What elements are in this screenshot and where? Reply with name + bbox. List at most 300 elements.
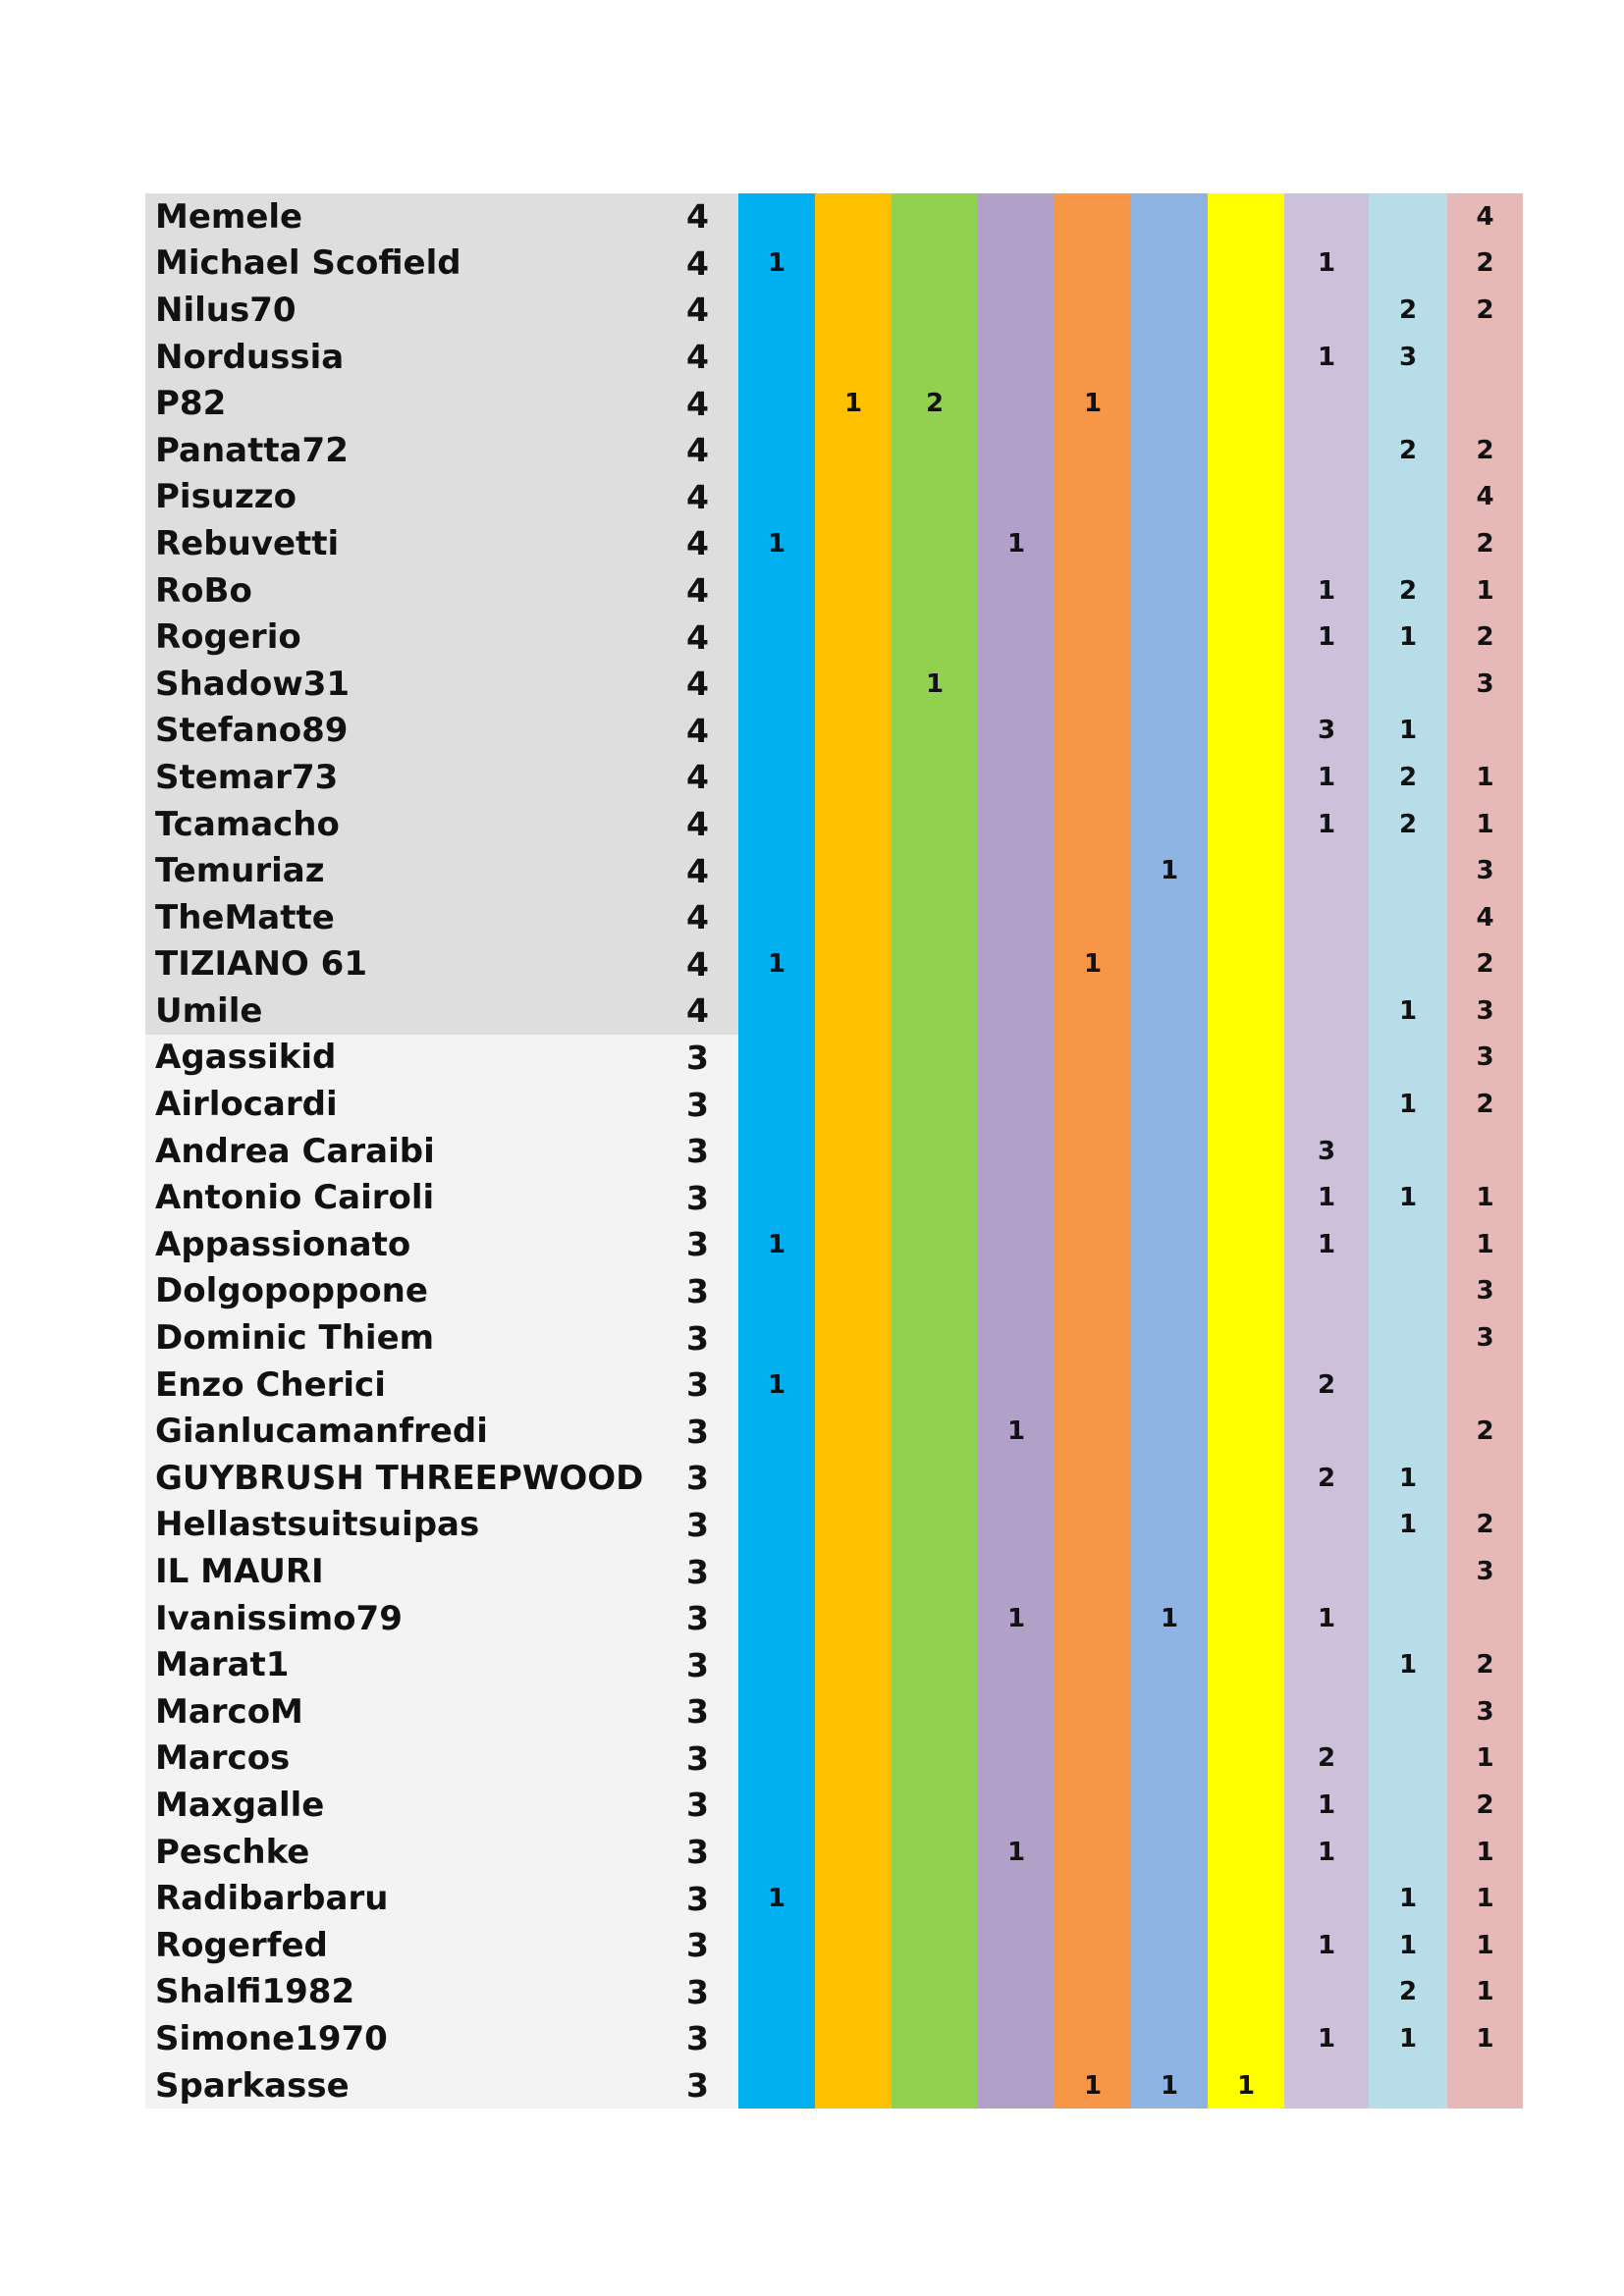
score-cell (1208, 988, 1284, 1035)
player-total: 4 (646, 988, 738, 1035)
score-cell (1208, 661, 1284, 708)
player-total: 3 (646, 1128, 738, 1175)
player-name: Sparkasse (145, 2062, 646, 2109)
score-cell (1055, 708, 1131, 755)
score-cell (1055, 754, 1131, 801)
player-total: 3 (646, 1782, 738, 1829)
score-cell (1131, 567, 1208, 614)
player-name: Simone1970 (145, 2015, 646, 2062)
score-cell (1208, 240, 1284, 288)
score-cell (1131, 193, 1208, 240)
score-cell (1131, 1688, 1208, 1735)
score-cell (1055, 1268, 1131, 1315)
player-total: 3 (646, 1875, 738, 1922)
score-cell (1131, 380, 1208, 427)
score-cell: 2 (1447, 427, 1523, 474)
score-cell: 1 (1131, 1595, 1208, 1642)
score-cell (738, 1268, 815, 1315)
score-cell (1369, 520, 1447, 567)
table-row (145, 474, 1539, 521)
score-cell (892, 240, 978, 288)
score-cell (1369, 2062, 1447, 2109)
score-cell (1131, 240, 1208, 288)
score-cell (1055, 847, 1131, 894)
score-cell (738, 427, 815, 474)
player-name: Andrea Caraibi (145, 1128, 646, 1175)
score-cell (738, 1035, 815, 1082)
score-cell (1055, 1314, 1131, 1362)
score-cell (1208, 193, 1284, 240)
score-cell: 1 (1131, 2062, 1208, 2109)
score-cell (738, 708, 815, 755)
score-cell: 3 (1447, 847, 1523, 894)
score-cell (892, 287, 978, 334)
player-total: 3 (646, 1221, 738, 1268)
score-cell (1284, 941, 1369, 988)
player-name: Peschke (145, 1829, 646, 1876)
score-cell (892, 1595, 978, 1642)
score-cell: 1 (1369, 1455, 1447, 1502)
score-cell (1055, 1362, 1131, 1409)
score-cell (738, 1688, 815, 1735)
score-cell (1131, 801, 1208, 848)
score-cell (1208, 1969, 1284, 2016)
score-cell (1055, 334, 1131, 381)
score-cell (1208, 1829, 1284, 1876)
score-cell (892, 427, 978, 474)
score-cell (1131, 1922, 1208, 1969)
player-name: Memele (145, 193, 646, 240)
score-cell (978, 334, 1055, 381)
score-cell (892, 1362, 978, 1409)
score-cell: 1 (1284, 240, 1369, 288)
score-cell (1055, 614, 1131, 661)
score-cell (738, 1174, 815, 1221)
score-cell (1208, 1128, 1284, 1175)
score-cell (1208, 801, 1284, 848)
score-cell (1131, 287, 1208, 334)
score-cell (1369, 193, 1447, 240)
score-cell (1284, 1408, 1369, 1455)
score-cell (1284, 1688, 1369, 1735)
score-cell (978, 894, 1055, 941)
score-cell (1055, 520, 1131, 567)
score-cell (738, 988, 815, 1035)
player-total: 3 (646, 1829, 738, 1876)
score-cell (1369, 1735, 1447, 1783)
score-cell (978, 1782, 1055, 1829)
score-cell: 1 (1208, 2062, 1284, 2109)
score-cell (1208, 894, 1284, 941)
score-cell: 1 (1369, 708, 1447, 755)
player-name: Stemar73 (145, 754, 646, 801)
score-cell: 1 (1131, 847, 1208, 894)
table-row (145, 567, 1539, 614)
score-cell (978, 287, 1055, 334)
score-cell (1369, 1035, 1447, 1082)
player-name: Umile (145, 988, 646, 1035)
score-cell (892, 988, 978, 1035)
score-cell (1284, 2062, 1369, 2109)
score-cell (1131, 2015, 1208, 2062)
score-cell (892, 1221, 978, 1268)
score-cell (738, 334, 815, 381)
score-cell (1208, 1362, 1284, 1409)
score-cell: 1 (1055, 380, 1131, 427)
player-total: 3 (646, 1922, 738, 1969)
score-cell (978, 1688, 1055, 1735)
score-cell (1284, 1035, 1369, 1082)
score-cell: 4 (1447, 193, 1523, 240)
score-cell (892, 474, 978, 521)
score-cell (978, 240, 1055, 288)
score-cell: 1 (1447, 1221, 1523, 1268)
score-cell (815, 1174, 892, 1221)
player-name: Appassionato (145, 1221, 646, 1268)
score-cell (1055, 1641, 1131, 1688)
score-cell (892, 193, 978, 240)
player-total: 3 (646, 2062, 738, 2109)
score-cell: 2 (1369, 427, 1447, 474)
score-cell (1131, 474, 1208, 521)
score-cell (815, 1735, 892, 1783)
score-cell (1131, 1221, 1208, 1268)
player-name: Shalfi1982 (145, 1969, 646, 2016)
table-row (145, 1221, 1539, 1268)
score-cell (738, 1922, 815, 1969)
score-cell (1208, 474, 1284, 521)
player-total: 4 (646, 708, 738, 755)
player-total: 4 (646, 520, 738, 567)
score-cell (815, 427, 892, 474)
score-cell (892, 1174, 978, 1221)
score-cell: 1 (1284, 1174, 1369, 1221)
score-cell (1284, 1548, 1369, 1595)
score-cell: 1 (1447, 801, 1523, 848)
score-cell: 3 (1284, 708, 1369, 755)
score-cell: 1 (738, 941, 815, 988)
score-cell (815, 1688, 892, 1735)
score-cell (1208, 427, 1284, 474)
score-cell: 3 (1369, 334, 1447, 381)
score-cell (738, 193, 815, 240)
player-total: 3 (646, 1969, 738, 2016)
score-cell (1131, 614, 1208, 661)
score-cell (815, 1362, 892, 1409)
player-total: 3 (646, 1362, 738, 1409)
score-cell (815, 287, 892, 334)
player-total: 4 (646, 334, 738, 381)
player-total: 3 (646, 1641, 738, 1688)
score-cell (1284, 474, 1369, 521)
score-cell (1055, 1035, 1131, 1082)
score-cell (892, 801, 978, 848)
score-cell (1208, 1174, 1284, 1221)
score-cell (892, 1548, 978, 1595)
score-cell (892, 1455, 978, 1502)
score-cell: 1 (978, 1595, 1055, 1642)
player-total: 3 (646, 1595, 738, 1642)
player-name: Marcos (145, 1735, 646, 1783)
score-cell (1284, 1081, 1369, 1128)
score-cell (1131, 1782, 1208, 1829)
score-cell (1131, 1408, 1208, 1455)
score-cell (815, 708, 892, 755)
table-row (145, 1969, 1539, 2016)
score-cell: 1 (1284, 1829, 1369, 1876)
score-cell (978, 1548, 1055, 1595)
score-cell (815, 1829, 892, 1876)
score-cell: 1 (1447, 1174, 1523, 1221)
score-cell (815, 1081, 892, 1128)
score-cell (1055, 287, 1131, 334)
score-cell (738, 1548, 815, 1595)
score-cell: 1 (1284, 1595, 1369, 1642)
score-cell (738, 1455, 815, 1502)
score-cell: 1 (1447, 1829, 1523, 1876)
score-cell: 3 (1447, 1035, 1523, 1082)
score-cell (1369, 380, 1447, 427)
score-cell (738, 1408, 815, 1455)
score-cell (978, 614, 1055, 661)
player-total: 3 (646, 1502, 738, 1549)
player-name: RoBo (145, 567, 646, 614)
score-cell (1055, 1688, 1131, 1735)
score-cell: 1 (1447, 1969, 1523, 2016)
score-cell (978, 1455, 1055, 1502)
score-cell: 2 (1284, 1362, 1369, 1409)
table-row (145, 754, 1539, 801)
score-cell (978, 1362, 1055, 1409)
score-cell: 1 (1447, 1735, 1523, 1783)
score-cell (978, 427, 1055, 474)
score-cell: 1 (815, 380, 892, 427)
player-total: 3 (646, 1408, 738, 1455)
score-cell (1369, 1595, 1447, 1642)
player-name: Dolgopoppone (145, 1268, 646, 1315)
player-total: 3 (646, 1688, 738, 1735)
table-row (145, 1875, 1539, 1922)
score-cell (1369, 894, 1447, 941)
score-cell (738, 474, 815, 521)
score-cell: 1 (1284, 2015, 1369, 2062)
score-cell (978, 1875, 1055, 1922)
score-cell (978, 567, 1055, 614)
player-name: P82 (145, 380, 646, 427)
score-cell (738, 1782, 815, 1829)
score-cell: 1 (1447, 567, 1523, 614)
score-cell (1208, 334, 1284, 381)
player-name: Hellastsuitsuipas (145, 1502, 646, 1549)
score-cell (1055, 661, 1131, 708)
table-row (145, 1735, 1539, 1783)
table-row (145, 894, 1539, 941)
player-total: 4 (646, 474, 738, 521)
score-cell (1131, 708, 1208, 755)
score-cell (815, 1969, 892, 2016)
player-name: Dominic Thiem (145, 1314, 646, 1362)
score-cell: 2 (1369, 287, 1447, 334)
score-cell (1208, 520, 1284, 567)
score-cell (1369, 474, 1447, 521)
score-cell: 2 (1369, 754, 1447, 801)
score-cell (1208, 1688, 1284, 1735)
player-name: Rogerfed (145, 1922, 646, 1969)
score-cell (978, 708, 1055, 755)
score-cell (892, 1502, 978, 1549)
player-total: 3 (646, 1548, 738, 1595)
score-cell (1055, 1455, 1131, 1502)
score-cell: 1 (1055, 2062, 1131, 2109)
score-cell (978, 1502, 1055, 1549)
score-cell (1055, 1782, 1131, 1829)
table-row (145, 1829, 1539, 1876)
score-cell (815, 894, 892, 941)
score-cell (738, 754, 815, 801)
player-name: Michael Scofield (145, 240, 646, 288)
score-cell: 1 (1284, 334, 1369, 381)
score-cell (978, 1922, 1055, 1969)
score-cell (815, 1595, 892, 1642)
score-cell: 1 (1369, 2015, 1447, 2062)
score-cell (738, 1829, 815, 1876)
score-cell (1208, 1081, 1284, 1128)
player-name: Radibarbaru (145, 1875, 646, 1922)
score-cell: 1 (1369, 988, 1447, 1035)
score-cell: 4 (1447, 894, 1523, 941)
score-cell: 2 (892, 380, 978, 427)
table-row (145, 847, 1539, 894)
score-cell (815, 334, 892, 381)
score-cell (815, 754, 892, 801)
score-cell (978, 1128, 1055, 1175)
table-row (145, 520, 1539, 567)
player-name: Rebuvetti (145, 520, 646, 567)
score-cell (1055, 988, 1131, 1035)
table-row (145, 988, 1539, 1035)
score-cell (892, 1875, 978, 1922)
score-cell: 1 (892, 661, 978, 708)
player-name: Panatta72 (145, 427, 646, 474)
score-cell (1208, 380, 1284, 427)
score-cell (892, 567, 978, 614)
score-cell (1208, 1455, 1284, 1502)
table-row (145, 1782, 1539, 1829)
player-total: 4 (646, 427, 738, 474)
player-name: MarcoM (145, 1688, 646, 1735)
score-cell (892, 941, 978, 988)
score-cell (738, 287, 815, 334)
score-cell: 2 (1447, 1408, 1523, 1455)
player-total: 4 (646, 567, 738, 614)
score-cell (892, 1408, 978, 1455)
score-cell (1284, 1268, 1369, 1315)
score-cell (1055, 1969, 1131, 2016)
score-cell (1131, 754, 1208, 801)
score-cell (1208, 1782, 1284, 1829)
score-cell (892, 2062, 978, 2109)
score-cell (1208, 1922, 1284, 1969)
score-cell (1369, 847, 1447, 894)
score-cell (1131, 427, 1208, 474)
score-cell (815, 614, 892, 661)
score-cell (1055, 1595, 1131, 1642)
score-cell (815, 988, 892, 1035)
score-cell (815, 1455, 892, 1502)
score-cell: 1 (1369, 1641, 1447, 1688)
score-cell (892, 334, 978, 381)
score-cell (892, 1829, 978, 1876)
player-total: 4 (646, 801, 738, 848)
score-cell (815, 1221, 892, 1268)
score-cell (892, 2015, 978, 2062)
score-cell (892, 894, 978, 941)
score-cell (738, 1081, 815, 1128)
score-cell (1447, 380, 1523, 427)
score-cell (1284, 287, 1369, 334)
score-cell (1208, 754, 1284, 801)
score-cell (1055, 193, 1131, 240)
player-name: GUYBRUSH THREEPWOOD (145, 1455, 646, 1502)
score-cell (1055, 2015, 1131, 2062)
score-cell (978, 988, 1055, 1035)
score-cell (738, 1595, 815, 1642)
score-cell: 1 (1369, 1922, 1447, 1969)
score-cell (1055, 1174, 1131, 1221)
score-cell (738, 847, 815, 894)
score-cell (1447, 1362, 1523, 1409)
score-cell (1208, 847, 1284, 894)
score-cell (1447, 1128, 1523, 1175)
score-cell: 1 (1284, 754, 1369, 801)
score-cell (1369, 1362, 1447, 1409)
score-cell (978, 1081, 1055, 1128)
score-cell (1208, 287, 1284, 334)
score-cell (978, 1221, 1055, 1268)
score-cell: 2 (1447, 1081, 1523, 1128)
score-cell (1369, 1782, 1447, 1829)
score-cell (892, 1688, 978, 1735)
score-cell: 1 (978, 520, 1055, 567)
table-row (145, 1268, 1539, 1315)
score-cell (1284, 380, 1369, 427)
player-total: 4 (646, 287, 738, 334)
score-cell (1208, 1314, 1284, 1362)
score-cell (1055, 1922, 1131, 1969)
table-row (145, 1081, 1539, 1128)
player-name: Antonio Cairoli (145, 1174, 646, 1221)
player-total: 3 (646, 1081, 738, 1128)
player-total: 3 (646, 1455, 738, 1502)
score-cell (1055, 567, 1131, 614)
score-cell (1208, 1595, 1284, 1642)
player-name: Pisuzzo (145, 474, 646, 521)
score-cell (738, 801, 815, 848)
score-cell (892, 754, 978, 801)
score-cell (1131, 1875, 1208, 1922)
score-cell (815, 520, 892, 567)
table-row (145, 1035, 1539, 1082)
score-cell (1055, 427, 1131, 474)
table-row (145, 287, 1539, 334)
score-cell (1208, 1641, 1284, 1688)
player-total: 4 (646, 193, 738, 240)
player-total: 4 (646, 754, 738, 801)
score-cell (815, 1268, 892, 1315)
score-cell (1369, 661, 1447, 708)
score-cell (978, 1314, 1055, 1362)
score-cell: 2 (1284, 1735, 1369, 1783)
